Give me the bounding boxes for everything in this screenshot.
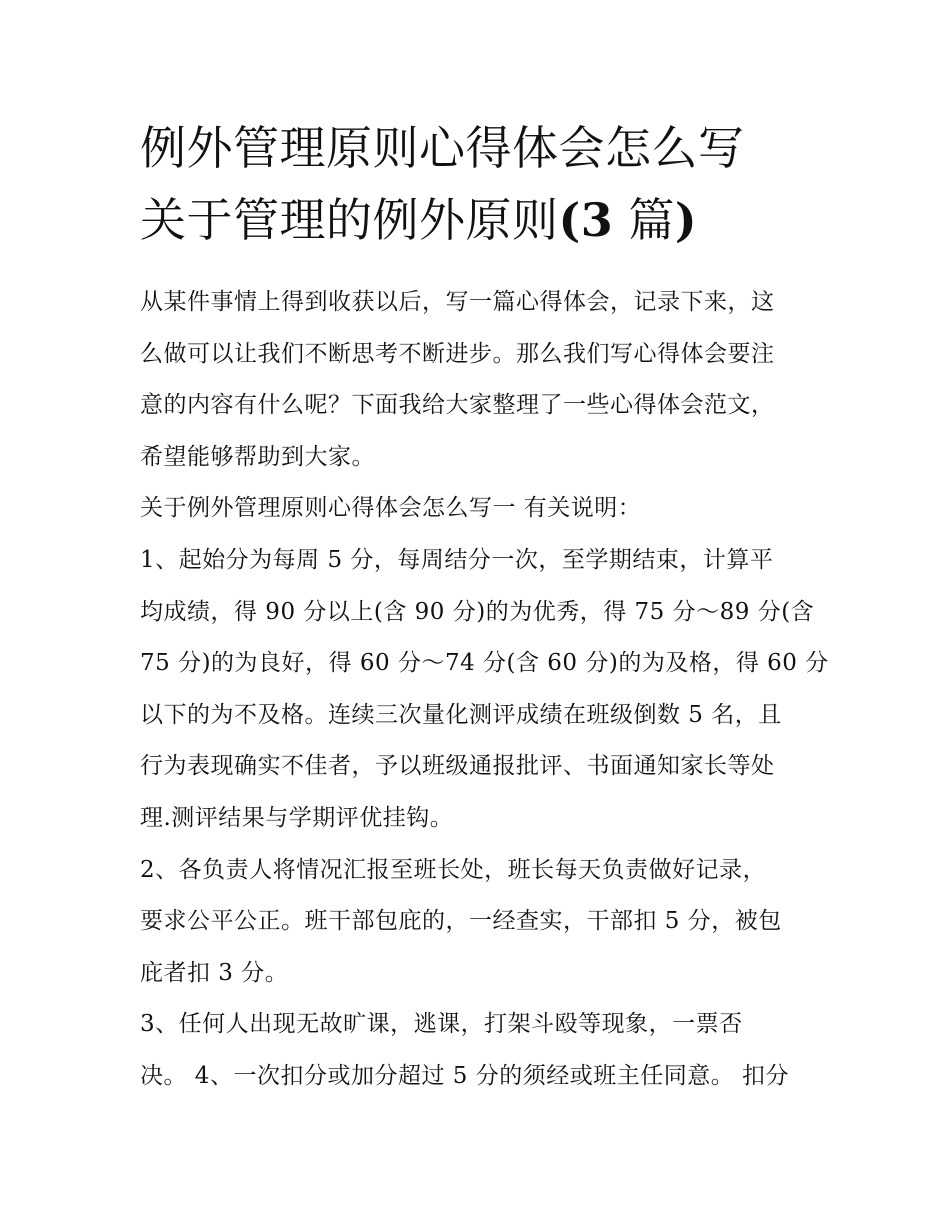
body-line: 希望能够帮助到大家。 bbox=[140, 443, 375, 470]
body-line: 决。 4、一次扣分或加分超过 5 分的须经或班主任同意。 扣分 bbox=[140, 1062, 790, 1089]
body-line: 意的内容有什么呢？下面我给大家整理了一些心得体会范文， bbox=[140, 392, 775, 419]
body-line: 75 分)的为良好，得 60 分～74 分(含 60 分)的为及格，得 60 分 bbox=[140, 650, 829, 677]
title-count-open: (3 bbox=[558, 193, 614, 247]
body-line: 要求公平公正。班干部包庇的，一经查实，干部扣 5 分，被包 bbox=[140, 908, 782, 935]
title-line-2 bbox=[140, 184, 820, 256]
body-line: 行为表现确实不佳者，予以班级通报批评、书面通知家长等处 bbox=[140, 753, 775, 780]
body-line: 么做可以让我们不断思考不断进步。那么我们写心得体会要注 bbox=[140, 340, 775, 367]
title-line-2-text: 关于管理的例外原则 bbox=[140, 193, 559, 247]
body-line: 从某件事情上得到收获以后，写一篇心得体会，记录下来，这 bbox=[140, 289, 775, 315]
body-line: 理.测评结果与学期评优挂钩。 bbox=[140, 804, 454, 831]
body-line: 庇者扣 3 分。 bbox=[140, 959, 289, 986]
body-line: 3、任何人出现无故旷课，逃课，打架斗殴等现象，一票否 bbox=[140, 1011, 743, 1038]
title-line-1: 例外管理原则心得体会怎么写 bbox=[140, 121, 745, 175]
title-count-unit: 篇 bbox=[613, 193, 675, 247]
body-line: 2、各负责人将情况汇报至班长处，班长每天负责做好记录， bbox=[140, 856, 767, 883]
section-heading: 关于例外管理原则心得体会怎么写一 有关说明： bbox=[140, 495, 642, 522]
body-line: 1、起始分为每周 5 分，每周结分一次，至学期结束，计算平 bbox=[140, 546, 774, 573]
document-title bbox=[140, 112, 820, 256]
body-line: 以下的为不及格。连续三次量化测评成绩在班级倒数 5 名，且 bbox=[140, 701, 782, 728]
title-count-close: ) bbox=[674, 193, 698, 247]
body-line: 均成绩，得 90 分以上(含 90 分)的为优秀，得 75 分～89 分(含 bbox=[140, 598, 815, 625]
document-body bbox=[140, 277, 829, 1103]
